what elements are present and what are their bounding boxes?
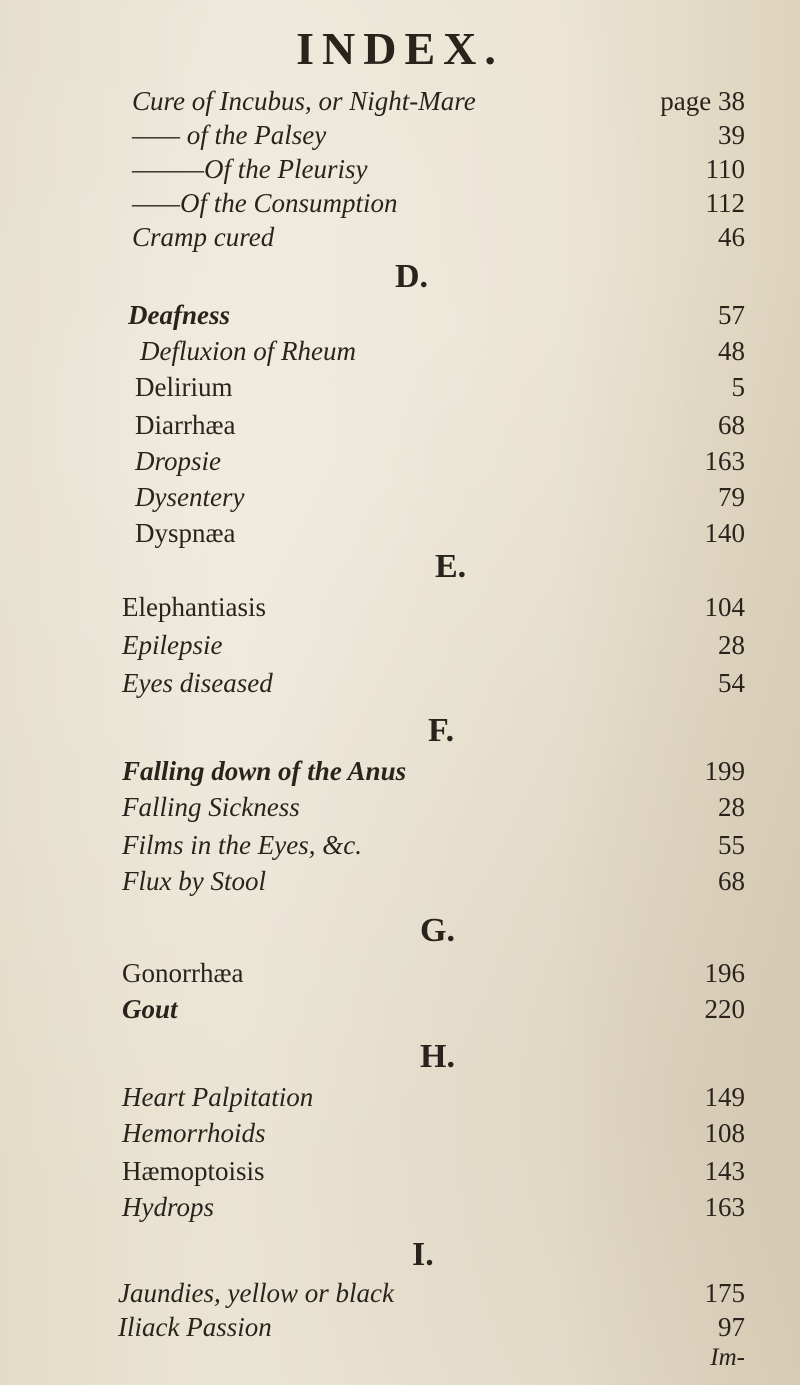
entry-page: 46 bbox=[718, 222, 745, 252]
index-entry bbox=[0, 756, 800, 796]
index-entry bbox=[0, 994, 800, 1034]
index-entry bbox=[0, 958, 800, 998]
section-letter-f: F. bbox=[428, 712, 455, 749]
entry-page: 196 bbox=[704, 958, 745, 988]
entry-page: 104 bbox=[704, 592, 745, 622]
entry-label: Gonorrhæa bbox=[122, 958, 244, 988]
index-entry bbox=[0, 1082, 800, 1122]
index-entry bbox=[0, 1156, 800, 1196]
entry-page: 68 bbox=[718, 410, 745, 440]
section-letter-g: G. bbox=[420, 912, 455, 949]
index-entry bbox=[0, 446, 800, 486]
entry-page: 28 bbox=[718, 792, 745, 822]
entry-label: Defluxion of Rheum bbox=[140, 336, 356, 366]
running-head: INDEX. bbox=[296, 23, 504, 74]
section-letter-d: D. bbox=[395, 258, 429, 295]
index-entry bbox=[0, 336, 800, 376]
entry-page: 112 bbox=[705, 188, 745, 218]
entry-label: Falling Sickness bbox=[122, 792, 300, 822]
entry-label: Cure of Incubus, or Night-Mare bbox=[132, 86, 476, 116]
index-entry bbox=[0, 1312, 800, 1352]
entry-label: ———Of the Pleurisy bbox=[132, 154, 368, 184]
entry-page: 79 bbox=[718, 482, 745, 512]
entry-label: Dysentery bbox=[135, 482, 245, 512]
entry-label: Films in the Eyes, &c. bbox=[122, 830, 362, 860]
entry-page: 54 bbox=[718, 668, 745, 698]
index-entry bbox=[0, 830, 800, 870]
entry-page: 108 bbox=[704, 1118, 745, 1148]
index-entry bbox=[0, 300, 800, 340]
index-entry bbox=[0, 372, 800, 412]
entry-page: 97 bbox=[718, 1312, 745, 1342]
entry-label: Eyes diseased bbox=[122, 668, 273, 698]
index-entry bbox=[0, 668, 800, 708]
index-entry bbox=[0, 866, 800, 906]
index-entry bbox=[0, 1192, 800, 1232]
entry-page: 57 bbox=[718, 300, 745, 330]
entry-label: Elephantiasis bbox=[122, 592, 266, 622]
entry-page: 140 bbox=[704, 518, 745, 548]
entry-label: Iliack Passion bbox=[118, 1312, 272, 1342]
entry-page: 110 bbox=[705, 154, 745, 184]
entry-label: Hydrops bbox=[122, 1192, 214, 1222]
entry-page: 5 bbox=[731, 372, 745, 402]
entry-label: Cramp cured bbox=[132, 222, 275, 252]
entry-label: Delirium bbox=[135, 372, 233, 402]
entry-label: Diarrhæa bbox=[135, 410, 236, 440]
catchword: Im- bbox=[710, 1344, 745, 1371]
entry-label: Gout bbox=[122, 994, 178, 1024]
index-entry bbox=[0, 222, 800, 262]
entry-page: 55 bbox=[718, 830, 745, 860]
index-entry bbox=[0, 1118, 800, 1158]
entry-label: Deafness bbox=[128, 300, 230, 330]
index-entry bbox=[0, 592, 800, 632]
section-letter-e: E. bbox=[435, 548, 467, 585]
entry-label: Hæmoptoisis bbox=[122, 1156, 265, 1186]
entry-label: Heart Palpitation bbox=[122, 1082, 314, 1112]
index-entry bbox=[0, 630, 800, 670]
entry-page: 199 bbox=[704, 756, 745, 786]
index-entry bbox=[0, 792, 800, 832]
index-entry bbox=[0, 482, 800, 522]
entry-page: 149 bbox=[704, 1082, 745, 1112]
index-entry bbox=[0, 518, 800, 558]
index-entry bbox=[0, 410, 800, 450]
entry-page: 143 bbox=[704, 1156, 745, 1186]
section-letter-i: I. bbox=[412, 1236, 434, 1273]
entry-label: ——Of the Consumption bbox=[132, 188, 398, 218]
entry-label: Dropsie bbox=[135, 446, 221, 476]
entry-page: 48 bbox=[718, 336, 745, 366]
entry-page: 220 bbox=[704, 994, 745, 1024]
entry-page: 39 bbox=[718, 120, 745, 150]
entry-page: page 38 bbox=[660, 86, 745, 116]
entry-label: —— of the Palsey bbox=[132, 120, 327, 150]
entry-label: Falling down of the Anus bbox=[122, 756, 407, 786]
section-letter-h: H. bbox=[420, 1038, 455, 1075]
entry-label: Jaundies, yellow or black bbox=[118, 1278, 394, 1308]
entry-page: 163 bbox=[704, 446, 745, 476]
entry-page: 175 bbox=[704, 1278, 745, 1308]
entry-label: Hemorrhoids bbox=[122, 1118, 266, 1148]
entry-page: 28 bbox=[718, 630, 745, 660]
entry-page: 68 bbox=[718, 866, 745, 896]
entry-label: Dyspnæa bbox=[135, 518, 236, 548]
entry-label: Epilepsie bbox=[122, 630, 223, 660]
entry-label: Flux by Stool bbox=[122, 866, 266, 896]
entry-page: 163 bbox=[704, 1192, 745, 1222]
